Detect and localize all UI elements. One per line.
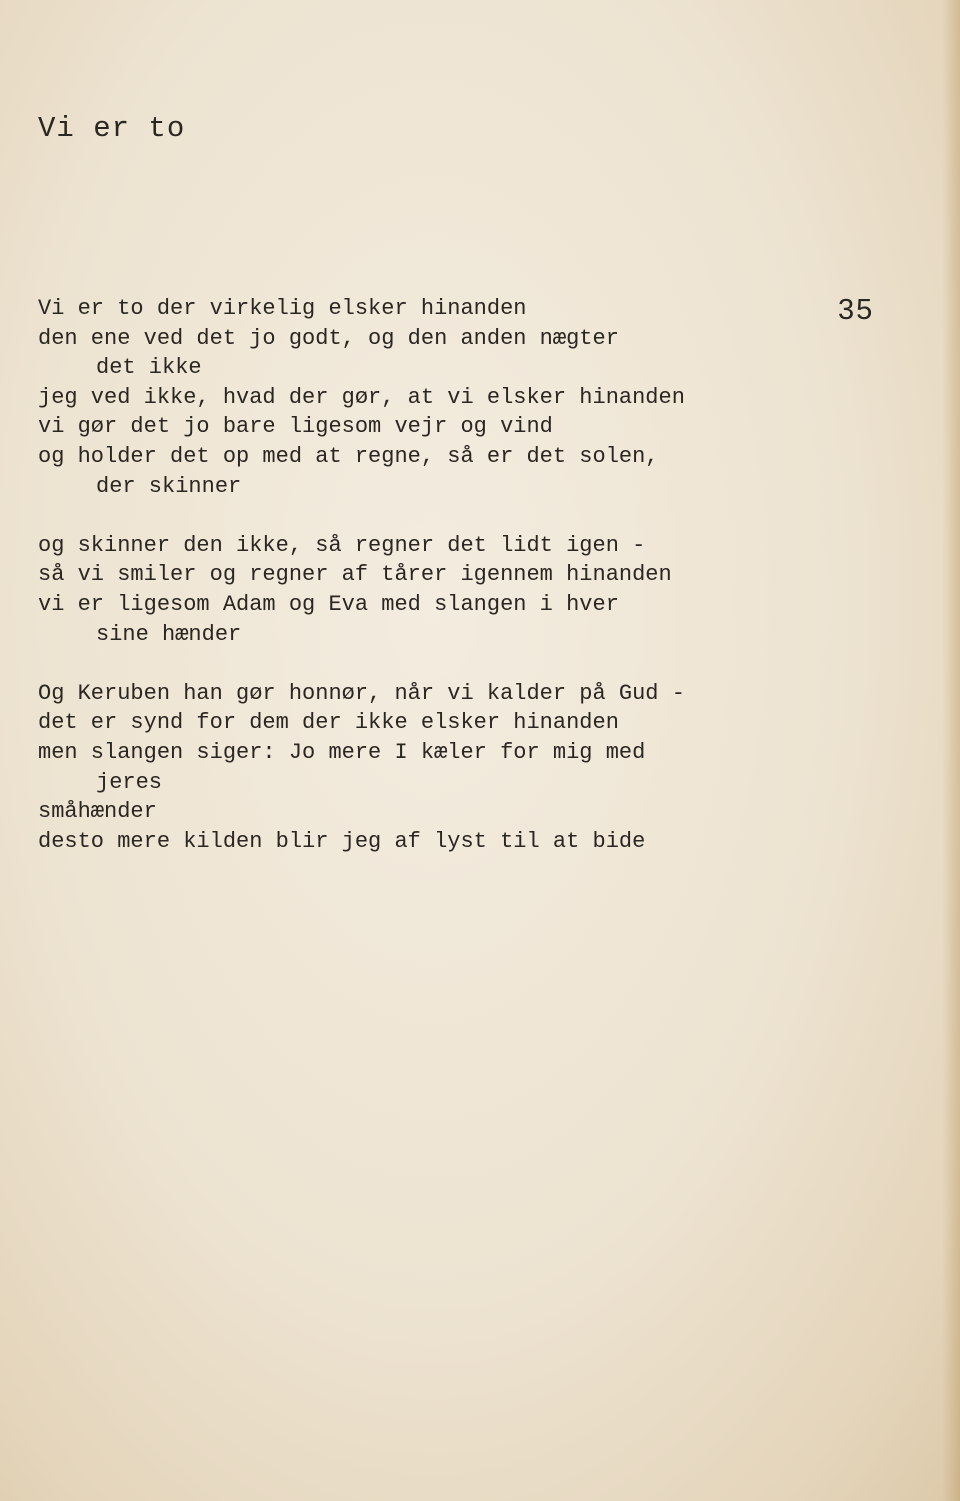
poem-line: vi er ligesom Adam og Eva med slangen i hver	[38, 591, 619, 617]
poem-line: og holder det op med at regne, så er det solen,	[38, 443, 659, 469]
poem-line: men slangen siger: Jo mere I kæler for mig med	[38, 739, 646, 765]
stanza	[38, 294, 828, 501]
page-number: 35	[838, 294, 875, 326]
poem-line: der skinner	[96, 473, 242, 499]
page-edge-shading	[942, 0, 960, 1501]
poem-line: Vi er to der virkelig elsker hinanden	[38, 296, 527, 321]
poem-body	[38, 294, 828, 886]
poem-line: den ene ved det jo godt, og den anden nægter	[38, 325, 619, 351]
poem-line: jeg ved ikke, hvad der gør, at vi elsker hinanden	[38, 384, 685, 410]
poem-line: småhænder	[38, 799, 157, 825]
poem-line: jeres	[96, 769, 163, 795]
poem-line: sine hænder	[96, 621, 242, 647]
poem-line: det ikke	[96, 355, 202, 381]
poem-line: Og Keruben han gør honnør, når vi kalder på Gud -	[38, 680, 685, 706]
stanza	[38, 679, 828, 857]
poem-line: desto mere kilden blir jeg af lyst til at bide	[38, 828, 646, 854]
poem-line: det er synd for dem der ikke elsker hinanden	[38, 710, 619, 736]
poem-line: og skinner den ikke, så regner det lidt igen -	[38, 532, 646, 558]
poem-line: så vi smiler og regner af tårer igennem hinanden	[38, 562, 672, 588]
poem-line: vi gør det jo bare ligesom vejr og vind	[38, 414, 553, 440]
poem-title: Vi er to	[38, 112, 186, 145]
stanza	[38, 531, 828, 649]
